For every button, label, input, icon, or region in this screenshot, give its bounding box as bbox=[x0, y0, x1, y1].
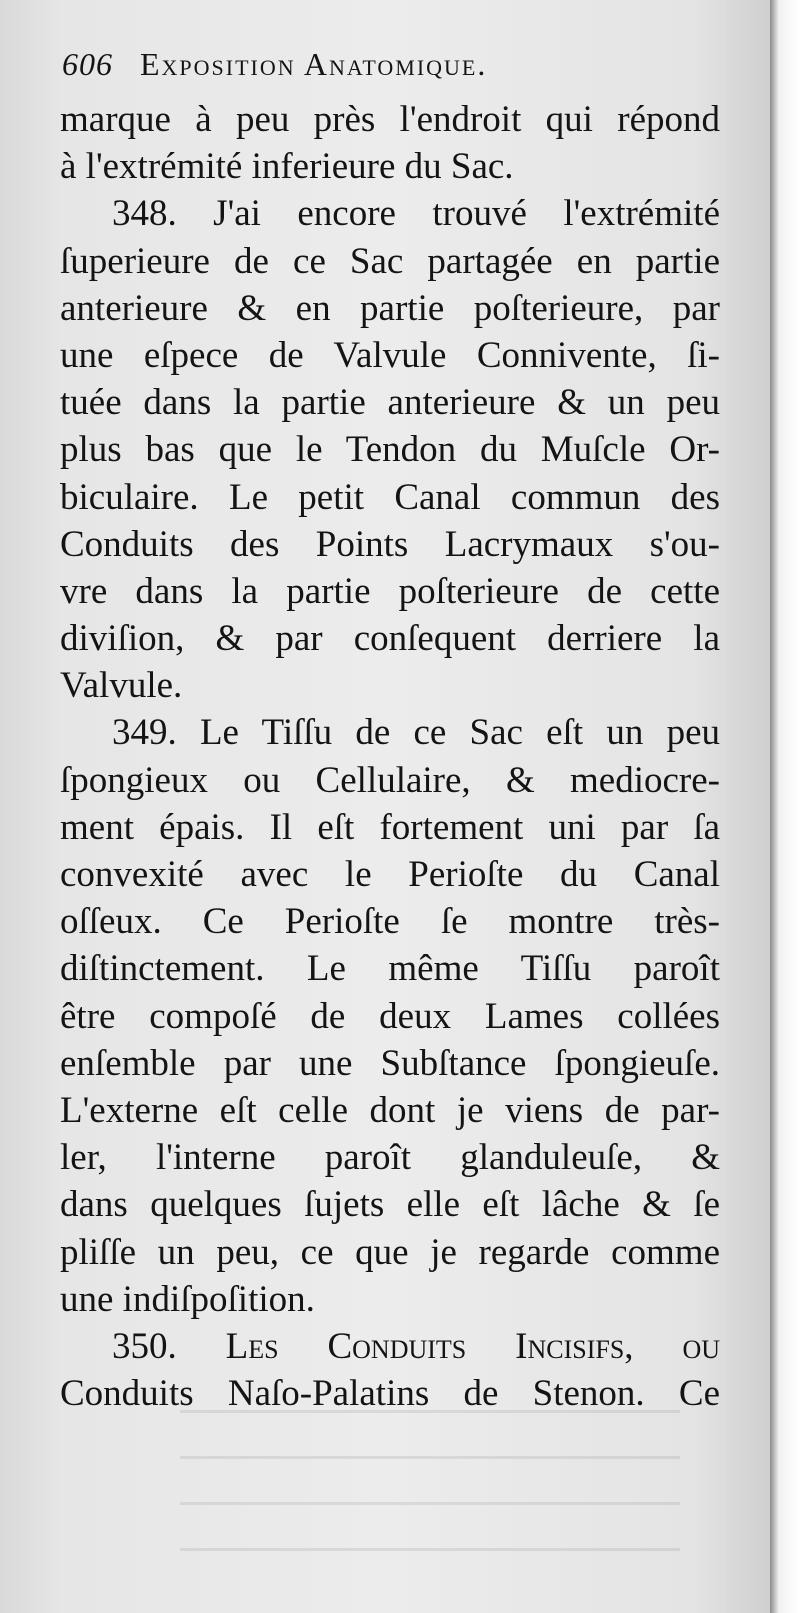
text-line: à l'extrémité inferieure du Sac. bbox=[60, 146, 514, 188]
page-number: 606 bbox=[62, 46, 113, 82]
text-line: vre dans la partie poſterieure de cette bbox=[60, 570, 720, 612]
text-line: ler, l'interne paroît glanduleuſe, & bbox=[60, 1137, 720, 1179]
text-line: ſuperieure de ce Sac partagée en partie bbox=[60, 240, 720, 282]
running-title: Exposition Anatomique. bbox=[140, 46, 488, 82]
text-line: diviſion, & par conſequent derriere la bbox=[60, 618, 720, 660]
text-line: 350. Les Conduits Inciſifs, ou bbox=[112, 1325, 720, 1367]
text-line: biculaire. Le petit Canal commun des bbox=[60, 476, 720, 518]
text-line: ment épais. Il eſt fortement uni par ſa bbox=[60, 806, 720, 848]
text-line: enſemble par une Subſtance ſpongieuſe. bbox=[60, 1042, 720, 1084]
text-line: Conduits Naſo-Palatins de Stenon. Ce bbox=[60, 1373, 720, 1415]
show-through-bleed bbox=[180, 1410, 680, 1570]
text-line: Conduits des Points Lacrymaux s'ou- bbox=[60, 523, 720, 565]
text-line: 349. Le Tiſſu de ce Sac eſt un peu bbox=[112, 712, 720, 754]
text-line: marque à peu près l'endroit qui répond bbox=[60, 99, 720, 140]
text-line: pliſſe un peu, ce que je regarde comme bbox=[60, 1231, 720, 1273]
text-line: dans quelques ſujets elle eſt lâche & ſe bbox=[60, 1184, 720, 1226]
text-line: 348. J'ai encore trouvé l'extrémité bbox=[112, 193, 720, 235]
text-line: une eſpece de Valvule Connivente, ſi- bbox=[60, 334, 720, 376]
text-line: être compoſé de deux Lames collées bbox=[60, 995, 720, 1037]
text-line: oſſeux. Ce Perioſte ſe montre très- bbox=[60, 901, 720, 943]
text-line: une indiſpoſition. bbox=[60, 1278, 315, 1320]
text-line: Valvule. bbox=[60, 665, 183, 707]
text-line: tuée dans la partie anterieure & un peu bbox=[60, 382, 720, 424]
text-line: L'externe eſt celle dont je viens de par- bbox=[60, 1089, 720, 1131]
text-line: plus bas que le Tendon du Muſcle Or- bbox=[60, 429, 720, 471]
text-line: ſpongieux ou Cellulaire, & mediocre- bbox=[60, 759, 720, 801]
text-line: anterieure & en partie poſterieure, par bbox=[60, 287, 720, 329]
body-text bbox=[60, 96, 720, 1417]
page-edge bbox=[770, 0, 800, 1613]
text-line: diſtinctement. Le même Tiſſu paroît bbox=[60, 948, 720, 990]
text-line: convexité avec le Perioſte du Canal bbox=[60, 854, 720, 895]
page-header bbox=[62, 46, 702, 96]
